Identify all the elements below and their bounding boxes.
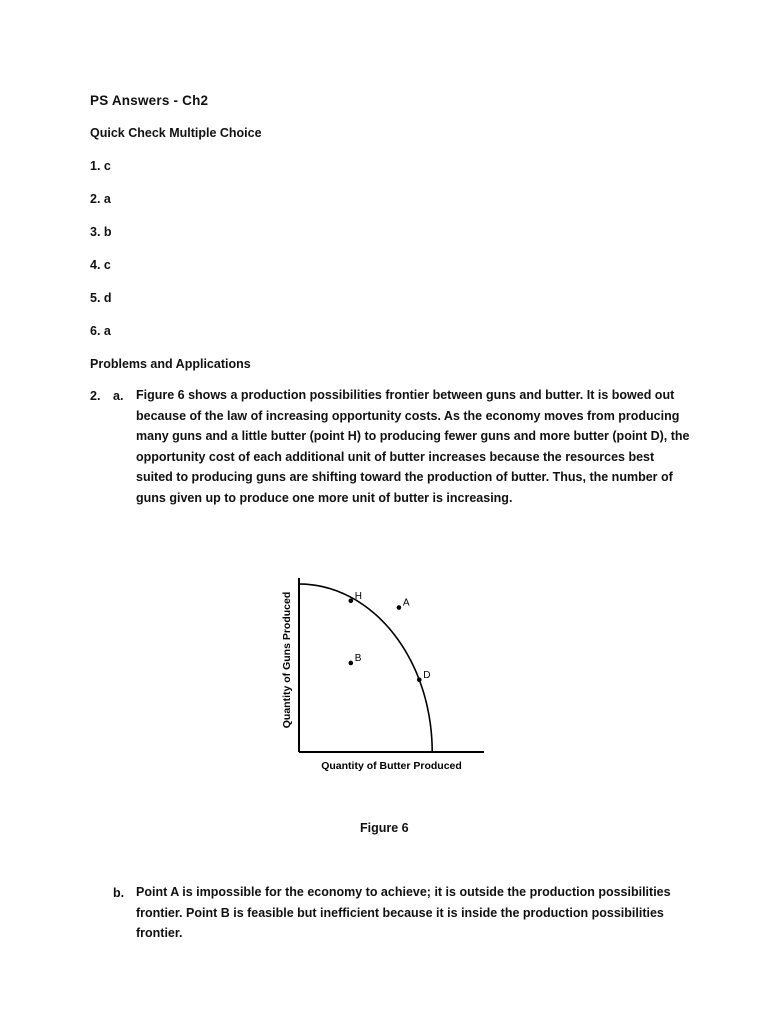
ppf-curve [299,584,432,752]
quick-check-heading: Quick Check Multiple Choice [90,126,262,140]
part-b-label: b. [113,886,125,900]
ppf-chart [280,550,500,780]
mc-answer: 3. b [90,225,112,239]
problems-heading: Problems and Applications [90,357,251,371]
point-b-label: B [354,652,362,664]
part-a-paragraph: Figure 6 shows a production possibilities frontier between guns and butter. It is bowed out because of the law of increasing opportunity costs. As the economy moves from producing many guns and a little butter (point H) to producing fewer guns and more butter (point D), the opportunity cost of each additional unit of butter increases because the resources best suited to producing guns are shifting toward the production of butter. Thus, the number of guns given up to produce one more unit of butter is increasing. [136,388,690,505]
y-axis-label: Quantity of Guns Produced [281,591,293,729]
mc-answer: 6. a [90,324,111,338]
point-h-marker [349,599,354,604]
point-d-marker [417,677,422,682]
point-b-marker [349,661,354,666]
mc-answer: 2. a [90,192,111,206]
figure-caption: Figure 6 [360,821,409,835]
point-d-label: D [423,669,431,681]
mc-answer: 4. c [90,258,111,272]
point-h-label: H [354,590,363,602]
point-a-marker [397,605,402,610]
page-title: PS Answers - Ch2 [90,93,209,108]
part-b-paragraph: Point A is impossible for the economy to achieve; it is outside the production possibilities frontier. Point B is feasible but inefficient because it is inside the production possibilities frontier. [136,885,671,941]
point-a-label: A [402,597,410,609]
mc-answer: 5. d [90,291,112,305]
problem-number: 2. [90,389,101,403]
mc-answer: 1. c [90,159,111,173]
part-a-label: a. [113,389,124,403]
chart-plot-area [281,578,484,772]
x-axis-label: Quantity of Butter Produced [321,760,462,772]
